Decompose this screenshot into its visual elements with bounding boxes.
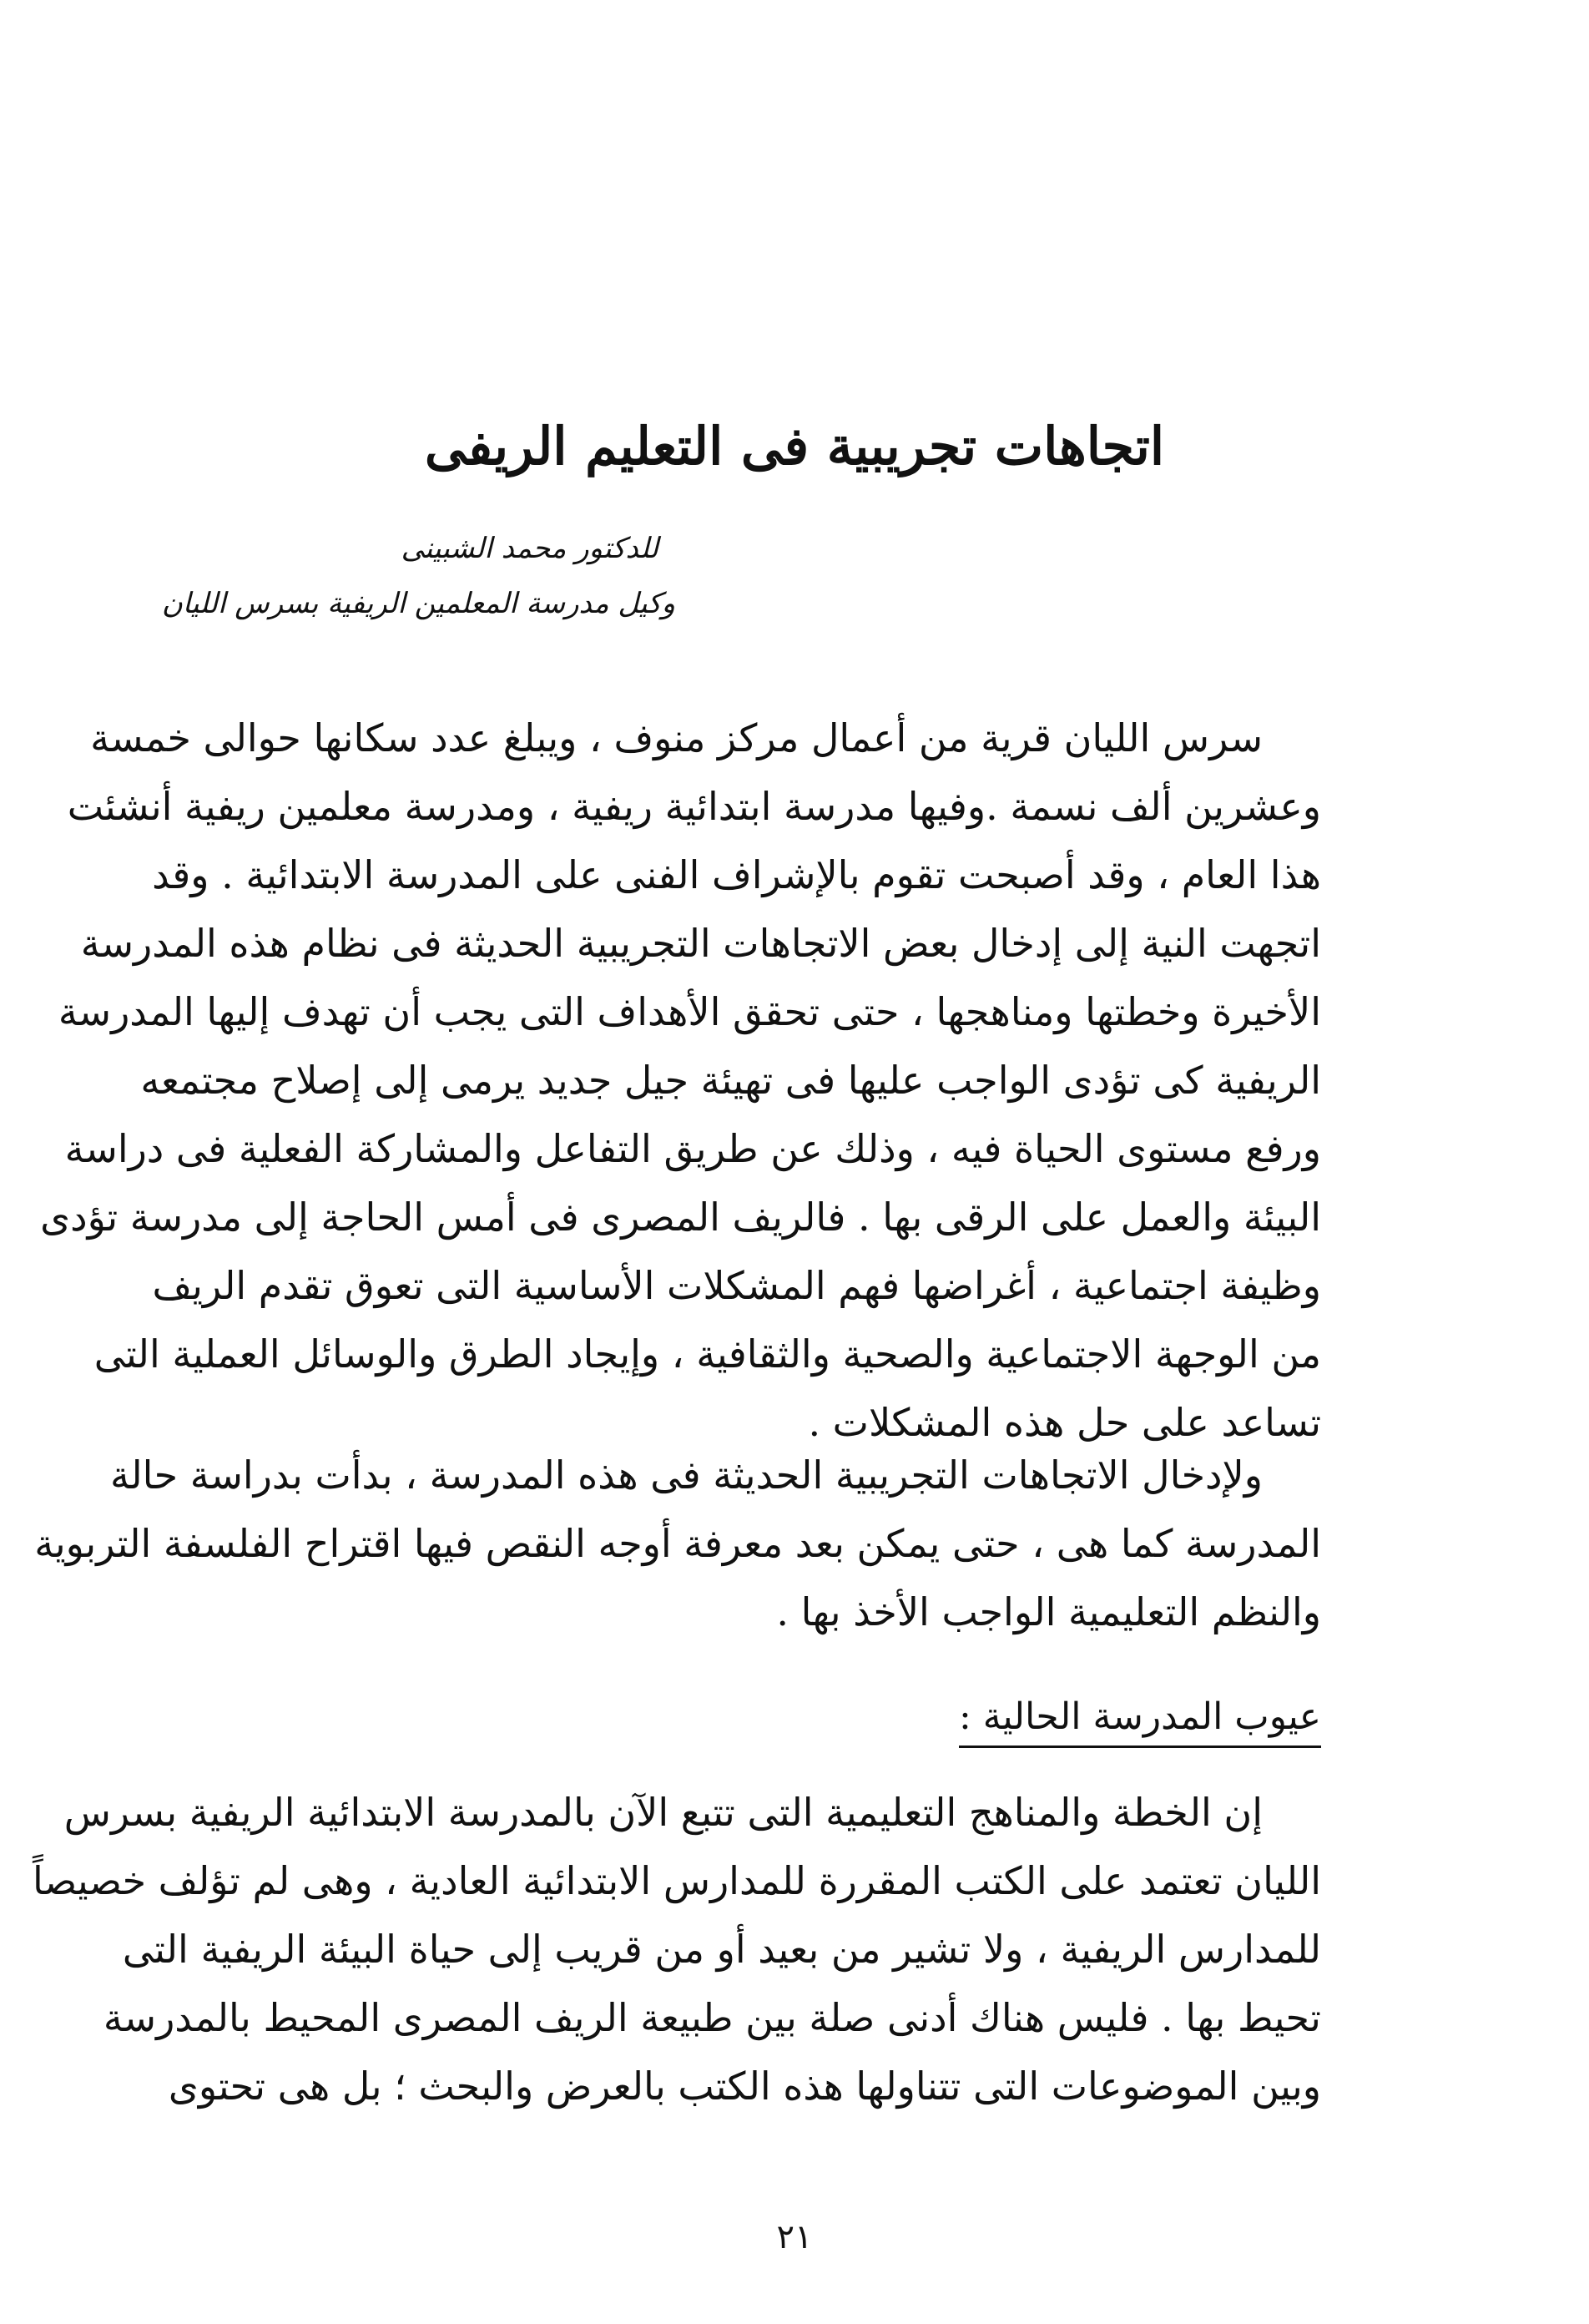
text-line: والنظم التعليمية الواجب الأخذ بها . [776,1589,1321,1634]
text-line: وعشرين ألف نسمة .وفيها مدرسة ابتدائية ريفية ، ومدرسة معلمين ريفية أنشئت [67,784,1321,829]
text-line: البيئة والعمل على الرقى بها . فالريف المصرى فى أمس الحاجة إلى مدرسة تؤدى [40,1195,1321,1240]
paragraph-section [32,1778,1321,2120]
article-title: اتجاهات تجريبية فى التعليم الريفى [424,416,1165,477]
text-line: تحيط بها . فليس هناك أدنى صلة بين طبيعة الريف المصرى المحيط بالمدرسة [103,1995,1321,2040]
text-line: هذا العام ، وقد أصبحت تقوم بالإشراف الفنى على المدرسة الابتدائية . وقد [152,852,1321,897]
author-role: وكيل مدرسة المعلمين الريفية بسرس الليان [161,587,675,620]
text-line: الليان تعتمد على الكتب المقررة للمدارس الابتدائية العادية ، وهى لم تؤلف خصيصاً [32,1858,1321,1903]
text-line: تساعد على حل هذه المشكلات . [808,1400,1321,1445]
page-number: ٢١ [776,2218,813,2256]
text-line: الأخيرة وخطتها ومناهجها ، حتى تحقق الأهداف التى يجب أن تهدف إليها المدرسة [58,989,1321,1034]
paragraph-intro [40,704,1321,1457]
text-line: إن الخطة والمناهج التعليمية التى تتبع الآن بالمدرسة الابتدائية الريفية بسرس [63,1790,1263,1835]
text-line: وظيفة اجتماعية ، أغراضها فهم المشكلات الأساسية التى تعوق تقدم الريف [152,1263,1321,1308]
author-block [162,526,675,626]
text-line: من الوجهة الاجتماعية والصحية والثقافية ، وإيجاد الطرق والوسائل العملية التى [93,1331,1321,1377]
text-line: سرس الليان قرية من أعمال مركز منوف ، ويبلغ عدد سكانها حوالى خمسة [90,715,1263,760]
paragraph-study [34,1441,1321,1646]
text-line: ولإدخال الاتجاهات التجريبية الحديثة فى هذه المدرسة ، بدأت بدراسة حالة [109,1452,1263,1498]
section-heading: عيوب المدرسة الحالية : [959,1690,1321,1748]
author-name: للدكتور محمد الشبينى [401,532,658,565]
text-line: للمدارس الريفية ، ولا تشير من بعيد أو من قريب إلى حياة البيئة الريفية التى [122,1927,1321,1972]
text-line: المدرسة كما هى ، حتى يمكن بعد معرفة أوجه النقص فيها اقتراح الفلسفة التربوية [34,1521,1321,1566]
text-line: ورفع مستوى الحياة فيه ، وذلك عن طريق التفاعل والمشاركة الفعلية فى دراسة [64,1126,1321,1171]
text-line: اتجهت النية إلى إدخال بعض الاتجاهات التجريبية الحديثة فى نظام هذه المدرسة [80,921,1321,966]
text-line: وبين الموضوعات التى تتناولها هذه الكتب بالعرض والبحث ؛ بل هى تحتوى [168,2064,1321,2109]
text-line: الريفية كى تؤدى الواجب عليها فى تهيئة جيل جديد يرمى إلى إصلاح مجتمعه [140,1058,1321,1103]
